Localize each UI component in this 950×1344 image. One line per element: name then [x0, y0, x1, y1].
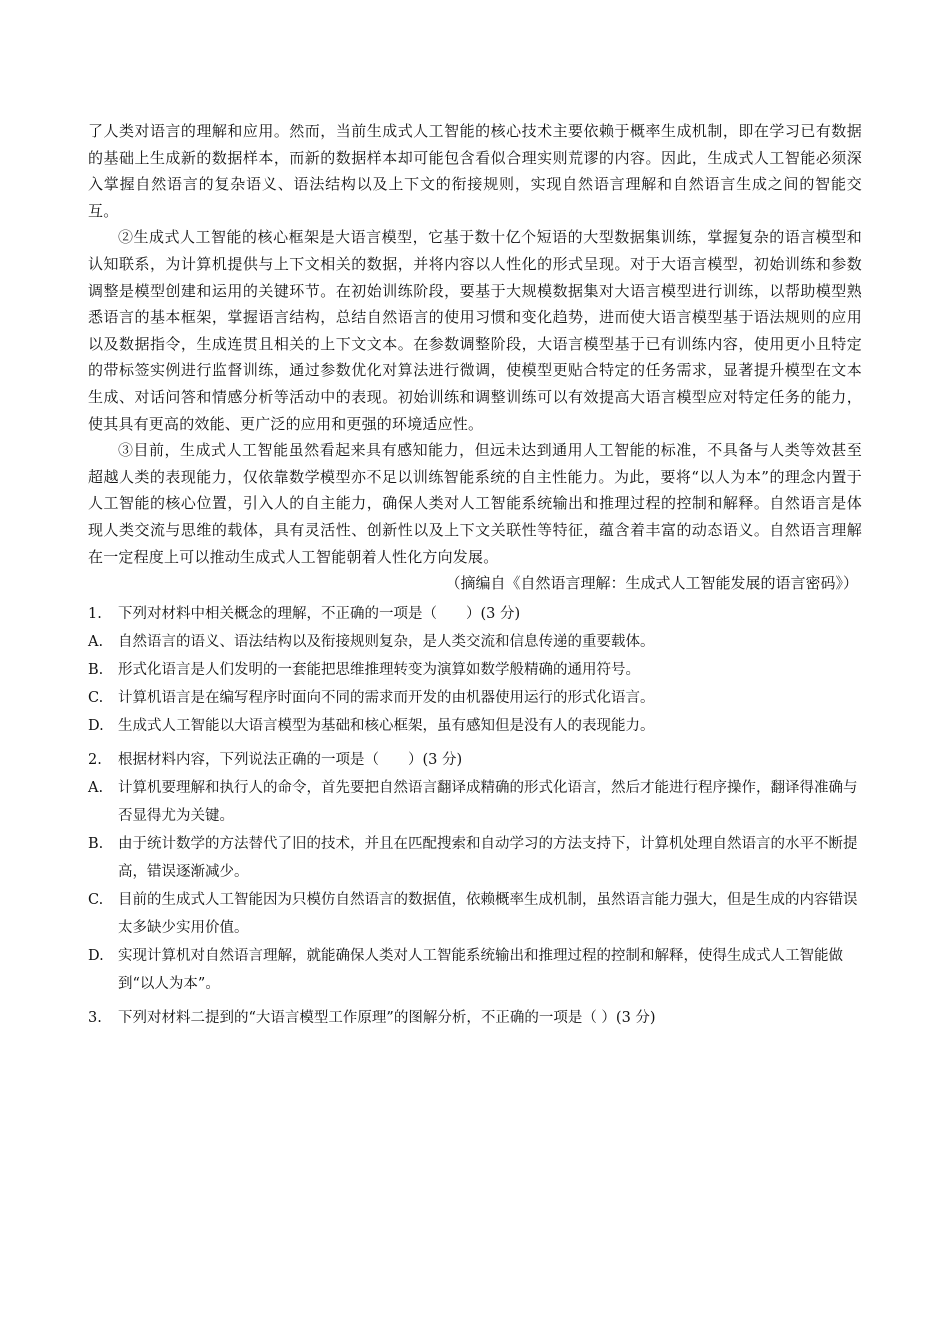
option-tag: D. [88, 718, 104, 735]
question-3 [88, 1004, 862, 1032]
question-3-text: 下列对材料二提到的“大语言模型工作原理”的图解分析，不正确的一项是（ ）(3 分) [118, 1010, 656, 1027]
question-1-option-a [88, 628, 862, 656]
option-tag: A. [88, 634, 104, 651]
passage-paragraph-3: ③目前，生成式人工智能虽然看起来具有感知能力，但远未达到通用人工智能的标准，不具备与人类等效甚至超越人类的表现能力，仅依靠数学模型亦不足以训练智能系统的自主性能力。为此，要将“以人为本”的理念内置于人工智能的核心位置，引入人的自主能力，确保人类对人工智能系统输出和推理过程的控制和解释。自然语言是体现人类交流与思维的载体，具有灵活性、创新性以及上下文关联性等特征，蕴含着丰富的动态语义。自然语言理解在一定程度上可以推动生成式人工智能朝着人性化方向发展。 [88, 441, 862, 566]
source-citation: （摘编自《自然语言理解：生成式人工智能发展的语言密码》） [445, 574, 858, 593]
document-page [88, 118, 862, 1032]
question-2-stem [88, 746, 862, 774]
option-text: 形式化语言是人们发明的一套能把思维推理转变为演算如数学般精确的通用符号。 [118, 662, 640, 679]
question-1-stem [88, 600, 862, 628]
passage-paragraph-1: 了人类对语言的理解和应用。然而，当前生成式人工智能的核心技术主要依赖于概率生成机制，即在学习已有数据的基础上生成新的数据样本，而新的数据样本却可能包含看似合理实则荒谬的内容。因此，生成式人工智能必须深入掌握自然语言的复杂语义、语法结构以及上下文的衔接规则，实现自然语言理解和自然语言生成之间的智能交互。 [88, 122, 862, 220]
option-tag: C. [88, 892, 104, 909]
passage-paragraph-2: ②生成式人工智能的核心框架是大语言模型，它基于数十亿个短语的大型数据集训练，掌握复杂的语言模型和认知联系，为计算机提供与上下文相关的数据，并将内容以人性化的形式呈现。对于大语言模型，初始训练和参数调整是模型创建和运用的关键环节。在初始训练阶段，要基于大规模数据集对大语言模型进行训练，以帮助模型熟悉语言的基本框架，掌握语言结构，总结自然语言的使用习惯和变化趋势，进而使大语言模型基于语法规则的应用以及数据指令，生成连贯且相关的上下文文本。在参数调整阶段，大语言模型基于已有训练内容，使用更小且特定的带标签实例进行监督训练，通过参数优化对算法进行微调，使模型更贴合特定的任务需求，显著提升模型在文本生成、对话问答和情感分析等活动中的表现。初始训练和调整训练可以有效提高大语言模型应对特定任务的能力，使其具有更高的效能、更广泛的应用和更强的环境适应性。 [88, 228, 862, 433]
option-tag: C. [88, 690, 104, 707]
option-tag: B. [88, 662, 104, 679]
option-text: 计算机要理解和执行人的命令，首先要把自然语言翻译成精确的形式化语言，然后才能进行程序操作，翻译得准确与否显得尤为关键。 [118, 780, 858, 825]
option-text: 由于统计数学的方法替代了旧的技术，并且在匹配搜索和自动学习的方法支持下，计算机处理自然语言的水平不断提高，错误逐渐减少。 [118, 836, 858, 881]
question-2-option-b [88, 830, 862, 886]
option-text: 实现计算机对自然语言理解，就能确保人类对人工智能系统输出和推理过程的控制和解释，使得生成式人工智能做到“以人为本”。 [118, 948, 843, 993]
option-text: 目前的生成式人工智能因为只模仿自然语言的数据值，依赖概率生成机制，虽然语言能力强大，但是生成的内容错误太多缺少实用价值。 [118, 892, 858, 937]
question-1 [88, 600, 862, 740]
option-text: 计算机语言是在编写程序时面向不同的需求而开发的由机器使用运行的形式化语言。 [118, 690, 655, 707]
question-2-number: 2. [88, 752, 102, 769]
question-1-number: 1. [88, 606, 102, 623]
question-2-option-a [88, 774, 862, 830]
question-2-text: 根据材料内容，下列说法正确的一项是（ ）(3 分) [118, 752, 463, 769]
question-1-option-b [88, 656, 862, 684]
option-tag: A. [88, 780, 104, 797]
question-3-stem [88, 1004, 862, 1032]
question-2-option-c [88, 886, 862, 942]
option-tag: B. [88, 836, 104, 853]
option-text: 自然语言的语义、语法结构以及衔接规则复杂，是人类交流和信息传递的重要载体。 [118, 634, 655, 651]
question-3-number: 3. [88, 1010, 102, 1027]
question-2-option-d [88, 942, 862, 998]
question-2 [88, 746, 862, 998]
option-text: 生成式人工智能以大语言模型为基础和核心框架，虽有感知但是没有人的表现能力。 [118, 718, 655, 735]
question-1-option-d [88, 712, 862, 740]
option-tag: D. [88, 948, 104, 965]
question-1-text: 下列对材料中相关概念的理解，不正确的一项是（ ）(3 分) [118, 606, 521, 623]
question-1-option-c [88, 684, 862, 712]
